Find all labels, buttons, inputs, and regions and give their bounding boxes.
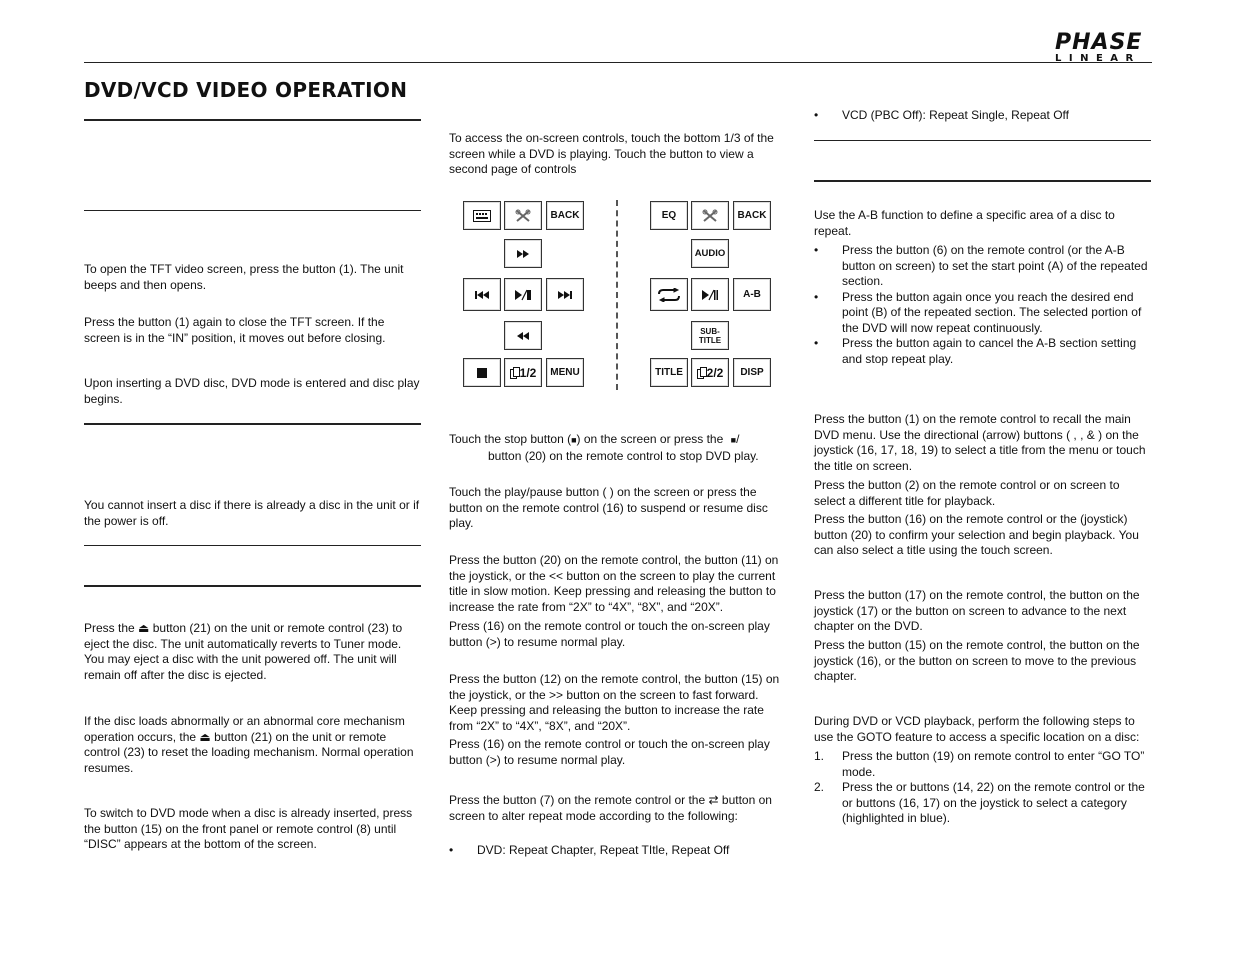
section-rule: [814, 140, 1151, 141]
fast-forward-resume-text: Press (16) on the remote control or touch the on-screen play button (>) to resume normal play.: [449, 737, 770, 767]
repeat-icon: [657, 288, 681, 302]
step-text: Press the or buttons (14, 22) on the remote control or the or buttons (16, 17) on the joystick to select a category (highlighted in blue).: [842, 780, 1145, 825]
controls-intro-text: To access the on-screen controls, touch the bottom 1/3 of the screen while a DVD is playing. Touch the button to view a second page of controls: [449, 131, 774, 176]
previous-chapter-text: Press the button (15) on the remote control, the button on the joystick (16), or the button on screen to move to the previous chapter.: [814, 638, 1140, 683]
list-item: • DVD: Repeat Chapter, Repeat TItle, Repeat Off: [449, 843, 785, 859]
ab-intro-text: Use the A-B function to define a specific area of a disc to repeat.: [814, 208, 1115, 238]
list-item: • VCD (PBC Off): Repeat Single, Repeat Off: [814, 108, 1150, 124]
ab-steps-list: [814, 243, 1150, 367]
tools-icon: [515, 209, 531, 223]
ab-repeat-button[interactable]: A-B: [733, 278, 771, 311]
menu-button[interactable]: MENU: [546, 358, 584, 387]
title-select-text: Press the button (2) on the remote control or on screen to select a different title for playback.: [814, 478, 1120, 508]
fast-forward-button[interactable]: [504, 239, 542, 268]
list-item: • Press the button again to cancel the A-B section setting and stop repeat play.: [814, 336, 1150, 367]
fast-forward-icon: [516, 249, 530, 259]
keypad-button[interactable]: [463, 201, 501, 230]
stop-text-a: Touch the stop button (: [449, 432, 572, 446]
repeat-icon: ⇄: [708, 793, 719, 807]
rewind-button[interactable]: [504, 321, 542, 350]
stop-text: [449, 432, 785, 464]
section-rule: [84, 210, 421, 211]
list-item: [814, 749, 1150, 780]
goto-intro-text: During DVD or VCD playback, perform the following steps to use the GOTO feature to access a specific location on a disc:: [814, 714, 1140, 744]
page-toggle-button[interactable]: [504, 358, 542, 387]
section-rule: [814, 180, 1151, 182]
eject-icon: ⏏: [138, 621, 150, 635]
phase-linear-logo: [1055, 30, 1151, 65]
repeat-mode-list: [449, 843, 785, 859]
back-button[interactable]: BACK: [546, 201, 584, 230]
page-divider: [616, 200, 618, 390]
audio-button[interactable]: AUDIO: [691, 239, 729, 268]
section-rule: [84, 545, 421, 546]
display-button[interactable]: DISP: [733, 358, 771, 387]
play-pause-icon: [701, 289, 719, 301]
stop-text-c: /: [736, 432, 740, 446]
page-title: DVD/VCD VIDEO OPERATION: [84, 78, 408, 102]
repeat-mode-list: [814, 108, 1150, 124]
pages-icon: [697, 367, 707, 379]
eq-button[interactable]: EQ: [650, 201, 688, 230]
subtitle-label-1: SUB-: [700, 326, 720, 336]
header-rule: [84, 62, 1152, 63]
stop-text-d: button (20) on the remote control to stop DVD play.: [488, 448, 759, 463]
tft-close-text: Press the button (1) again to close the TFT screen. If the screen is in the “IN” position, it moves out before closing.: [84, 315, 386, 345]
rewind-icon: [516, 331, 530, 341]
stop-icon: ■: [730, 435, 737, 445]
repeat-text: [449, 793, 785, 824]
subtitle-button[interactable]: [691, 321, 729, 350]
pause-text: Touch the play/pause button ( ) on the screen or press the button on the remote control (16) to suspend or resume disc play.: [449, 485, 768, 530]
step-text: Press the button (19) on remote control to enter “GO TO” mode.: [842, 749, 1145, 779]
reset-text-b: button (21) on the unit or remote control (23) to reset the loading mechanism. Normal operation resumes.: [84, 729, 414, 775]
repeat-text-b: button on screen to alter repeat mode according to the following:: [449, 793, 772, 823]
slow-motion-resume-text: Press (16) on the remote control or touch the on-screen play button (>) to resume normal play.: [449, 619, 770, 649]
previous-chapter-button[interactable]: [463, 278, 501, 311]
title-button[interactable]: TITLE: [650, 358, 688, 387]
list-item: • Press the button (6) on the remote control (or the A-B button on screen) to set the start point (A) of the repeated section.: [814, 243, 1150, 290]
next-chapter-button[interactable]: [546, 278, 584, 311]
skip-forward-icon: [557, 290, 573, 300]
eject-text-b: button (21) on the unit or remote control (23) to eject the disc. The unit automatically reverts to Tuner mode. You may eject a disc with the unit powered off. The unit will remain off after the disc is ejected.: [84, 621, 403, 682]
repeat-text-a: Press the button (7) on the remote control or the: [449, 793, 706, 807]
section-rule: [84, 119, 421, 121]
play-pause-button[interactable]: [504, 278, 542, 311]
insert-warning-text: You cannot insert a disc if there is already a disc in the unit or if the power is off.: [84, 498, 420, 528]
stop-text-b: ) on the screen or press the: [576, 432, 724, 446]
settings-button[interactable]: [504, 201, 542, 230]
eject-icon: ⏏: [199, 729, 211, 744]
tft-open-text: To open the TFT video screen, press the button (1). The unit beeps and then opens.: [84, 262, 404, 292]
list-item: • Press the button again once you reach the desired end point (B) of the repeated section. The selected portion of the DVD will now repeat continuously.: [814, 290, 1150, 337]
dvd-insert-text: Upon inserting a DVD disc, DVD mode is entered and disc play begins.: [84, 376, 420, 406]
section-rule: [84, 585, 421, 587]
skip-back-icon: [474, 290, 490, 300]
stop-button[interactable]: [463, 358, 501, 387]
tools-icon: [702, 209, 718, 223]
eject-text: [84, 621, 420, 683]
page-toggle-button[interactable]: [691, 358, 729, 387]
menu-recall-text: Press the button (1) on the remote control to recall the main DVD menu. Use the directional (arrow) buttons ( , , & ) on the joystick (16, 17, 18, 19) to select a title from the menu or touch the title on screen.: [814, 412, 1146, 473]
section-rule: [84, 423, 421, 425]
next-chapter-text: Press the button (17) on the remote control, the button on the joystick (17) or the button on screen to advance to the next chapter on the DVD.: [814, 588, 1140, 633]
list-item: [814, 780, 1150, 827]
reset-text-a: If the disc loads abnormally or an abnormal core mechanism operation occurs, the: [84, 714, 405, 744]
stop-icon: ■: [571, 435, 577, 445]
keypad-icon: [473, 210, 491, 222]
step-number: 1.: [814, 749, 825, 763]
pages-icon: [510, 367, 520, 379]
settings-button[interactable]: [691, 201, 729, 230]
eject-text-a: Press the: [84, 621, 135, 635]
goto-steps-list: [814, 749, 1150, 827]
stop-icon: [477, 368, 487, 378]
back-button[interactable]: BACK: [733, 201, 771, 230]
fast-forward-text: Press the button (12) on the remote control, the button (15) on the joystick, or the >> button on the screen to fast forward. Keep pressing and releasing the button to increase the rate from “2X” to “4X”, “8X”, and “20X”.: [449, 672, 780, 733]
confirm-text: Press the button (16) on the remote control or the (joystick) button (20) to confirm your selection and begin playback. You can also select a title using the touch screen.: [814, 512, 1139, 557]
dvd-mode-text: To switch to DVD mode when a disc is already inserted, press the button (15) on the front panel or remote control (8) until “DISC” appears at the bottom of the screen.: [84, 806, 413, 851]
repeat-button[interactable]: [650, 278, 688, 311]
logo-bottom-text: LINEAR: [1055, 53, 1141, 64]
play-pause-button[interactable]: [691, 278, 729, 311]
play-pause-icon: [514, 289, 532, 301]
step-number: 2.: [814, 780, 825, 794]
page-indicator: 1/2: [519, 365, 537, 380]
page-indicator: 2/2: [706, 365, 724, 380]
reset-text: [84, 714, 420, 776]
logo-top-text: PHASE: [1055, 30, 1143, 55]
subtitle-label-2: TITLE: [698, 335, 722, 345]
slow-motion-text: Press the button (20) on the remote control, the button (11) on the joystick, or the << button on the screen to play the current title in slow motion. Keep pressing and releasing the button to increase the rate from “2X” to “4X”, “8X”, and “20X”.: [449, 553, 779, 614]
